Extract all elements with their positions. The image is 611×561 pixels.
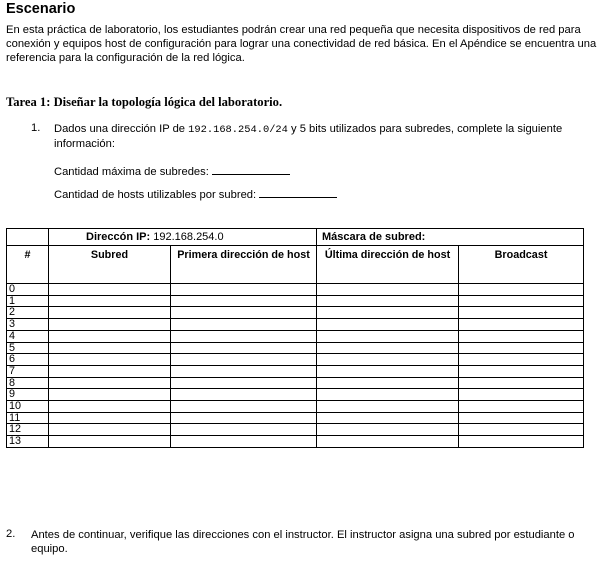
- table-row: [7, 354, 584, 366]
- max-subnets-blank[interactable]: [212, 164, 290, 175]
- broadcast-cell[interactable]: [459, 330, 584, 342]
- first-host-cell[interactable]: [171, 330, 317, 342]
- last-host-cell[interactable]: [317, 401, 459, 413]
- row-number: 5: [7, 342, 49, 354]
- first-host-cell[interactable]: [171, 377, 317, 389]
- subnet-cell[interactable]: [49, 342, 171, 354]
- col-header-broadcast: Broadcast: [459, 246, 584, 284]
- row-number: 2: [7, 307, 49, 319]
- row-number: 0: [7, 284, 49, 296]
- col-header-subnet: Subred: [49, 246, 171, 284]
- broadcast-cell[interactable]: [459, 424, 584, 436]
- broadcast-cell[interactable]: [459, 436, 584, 448]
- first-host-cell[interactable]: [171, 401, 317, 413]
- subnet-mask-label: Máscara de subred:: [322, 231, 426, 243]
- table-row: [7, 389, 584, 401]
- broadcast-cell[interactable]: [459, 342, 584, 354]
- step1-number: 1.: [31, 122, 41, 134]
- last-host-cell[interactable]: [317, 354, 459, 366]
- first-host-cell[interactable]: [171, 389, 317, 401]
- subnet-cell[interactable]: [49, 319, 171, 331]
- subnet-cell[interactable]: [49, 401, 171, 413]
- subnet-cell[interactable]: [49, 412, 171, 424]
- subnet-cell[interactable]: [49, 389, 171, 401]
- col-header-last-host: Última dirección de host: [317, 246, 459, 284]
- table-body: [7, 284, 584, 448]
- subnet-cell[interactable]: [49, 330, 171, 342]
- last-host-cell[interactable]: [317, 330, 459, 342]
- subnet-cell[interactable]: [49, 284, 171, 296]
- table-ip-header-row: [7, 229, 584, 246]
- table-row: [7, 401, 584, 413]
- broadcast-cell[interactable]: [459, 377, 584, 389]
- subnet-cell[interactable]: [49, 436, 171, 448]
- table-row: [7, 365, 584, 377]
- ip-address-label: Direccón IP:: [86, 231, 151, 243]
- table-row: [7, 377, 584, 389]
- row-number: 9: [7, 389, 49, 401]
- first-host-cell[interactable]: [171, 354, 317, 366]
- ip-address-value: 192.168.254.0: [153, 231, 224, 243]
- table-row: [7, 424, 584, 436]
- row-number: 7: [7, 365, 49, 377]
- step2-number: 2.: [6, 528, 16, 540]
- table-row: [7, 307, 584, 319]
- max-subnets-label: Cantidad máxima de subredes:: [54, 166, 209, 178]
- first-host-cell[interactable]: [171, 319, 317, 331]
- hosts-blank[interactable]: [259, 187, 337, 198]
- table-row: [7, 295, 584, 307]
- row-number: 11: [7, 412, 49, 424]
- hosts-label: Cantidad de hosts utilizables por subred:: [54, 189, 257, 201]
- ip-address-cell: [49, 229, 317, 246]
- step1-text: [54, 122, 606, 151]
- max-subnets-line: [54, 164, 290, 179]
- subnet-table: [6, 228, 584, 448]
- broadcast-cell[interactable]: [459, 284, 584, 296]
- subnet-cell[interactable]: [49, 424, 171, 436]
- table-row: [7, 284, 584, 296]
- col-header-number: #: [7, 246, 49, 284]
- last-host-cell[interactable]: [317, 424, 459, 436]
- row-number: 10: [7, 401, 49, 413]
- last-host-cell[interactable]: [317, 377, 459, 389]
- first-host-cell[interactable]: [171, 365, 317, 377]
- broadcast-cell[interactable]: [459, 354, 584, 366]
- subnet-cell[interactable]: [49, 307, 171, 319]
- broadcast-cell[interactable]: [459, 295, 584, 307]
- broadcast-cell[interactable]: [459, 401, 584, 413]
- first-host-cell[interactable]: [171, 436, 317, 448]
- broadcast-cell[interactable]: [459, 307, 584, 319]
- subnet-cell[interactable]: [49, 354, 171, 366]
- last-host-cell[interactable]: [317, 436, 459, 448]
- table-row: [7, 412, 584, 424]
- last-host-cell[interactable]: [317, 365, 459, 377]
- last-host-cell[interactable]: [317, 342, 459, 354]
- first-host-cell[interactable]: [171, 342, 317, 354]
- subnet-cell[interactable]: [49, 377, 171, 389]
- table-row: [7, 342, 584, 354]
- hosts-line: [54, 187, 337, 202]
- broadcast-cell[interactable]: [459, 389, 584, 401]
- first-host-cell[interactable]: [171, 284, 317, 296]
- last-host-cell[interactable]: [317, 284, 459, 296]
- broadcast-cell[interactable]: [459, 412, 584, 424]
- table-row: [7, 319, 584, 331]
- first-host-cell[interactable]: [171, 412, 317, 424]
- last-host-cell[interactable]: [317, 412, 459, 424]
- table-row: [7, 436, 584, 448]
- broadcast-cell[interactable]: [459, 365, 584, 377]
- last-host-cell[interactable]: [317, 295, 459, 307]
- intro-paragraph: En esta práctica de laboratorio, los estudiantes podrán crear una red pequeña que necesita dispositivos de red para conexión y equipos host de configuración para lograr una conectividad de red básica. En el Apéndice se encuentra una referencia para la configuración de la red lógica.: [6, 24, 597, 64]
- step1-ip-network: 192.168.254.0/24: [188, 124, 288, 136]
- subnet-cell[interactable]: [49, 295, 171, 307]
- row-number: 1: [7, 295, 49, 307]
- row-number: 4: [7, 330, 49, 342]
- step1-text-before: Dados una dirección IP de: [54, 123, 189, 135]
- subnet-mask-cell: [317, 229, 584, 246]
- row-number: 12: [7, 424, 49, 436]
- last-host-cell[interactable]: [317, 389, 459, 401]
- first-host-cell[interactable]: [171, 424, 317, 436]
- row-number: 13: [7, 436, 49, 448]
- row-number: 3: [7, 319, 49, 331]
- last-host-cell[interactable]: [317, 319, 459, 331]
- subnet-cell[interactable]: [49, 365, 171, 377]
- step2-text: Antes de continuar, verifique las direcciones con el instructor. El instructor asigna una subred por estudiante o equipo.: [31, 529, 575, 555]
- step1-text-after: y 5 bits utilizados para subredes, complete la siguiente información:: [54, 123, 563, 150]
- table-row: [7, 330, 584, 342]
- row-number: 8: [7, 377, 49, 389]
- table-column-header-row: [7, 246, 584, 284]
- first-host-cell[interactable]: [171, 295, 317, 307]
- last-host-cell[interactable]: [317, 307, 459, 319]
- section-title: Escenario: [6, 1, 76, 17]
- table-corner-cell: [7, 229, 49, 246]
- broadcast-cell[interactable]: [459, 319, 584, 331]
- col-header-first-host: Primera dirección de host: [171, 246, 317, 284]
- first-host-cell[interactable]: [171, 307, 317, 319]
- task-title: Tarea 1: Diseñar la topología lógica del laboratorio.: [6, 95, 283, 109]
- row-number: 6: [7, 354, 49, 366]
